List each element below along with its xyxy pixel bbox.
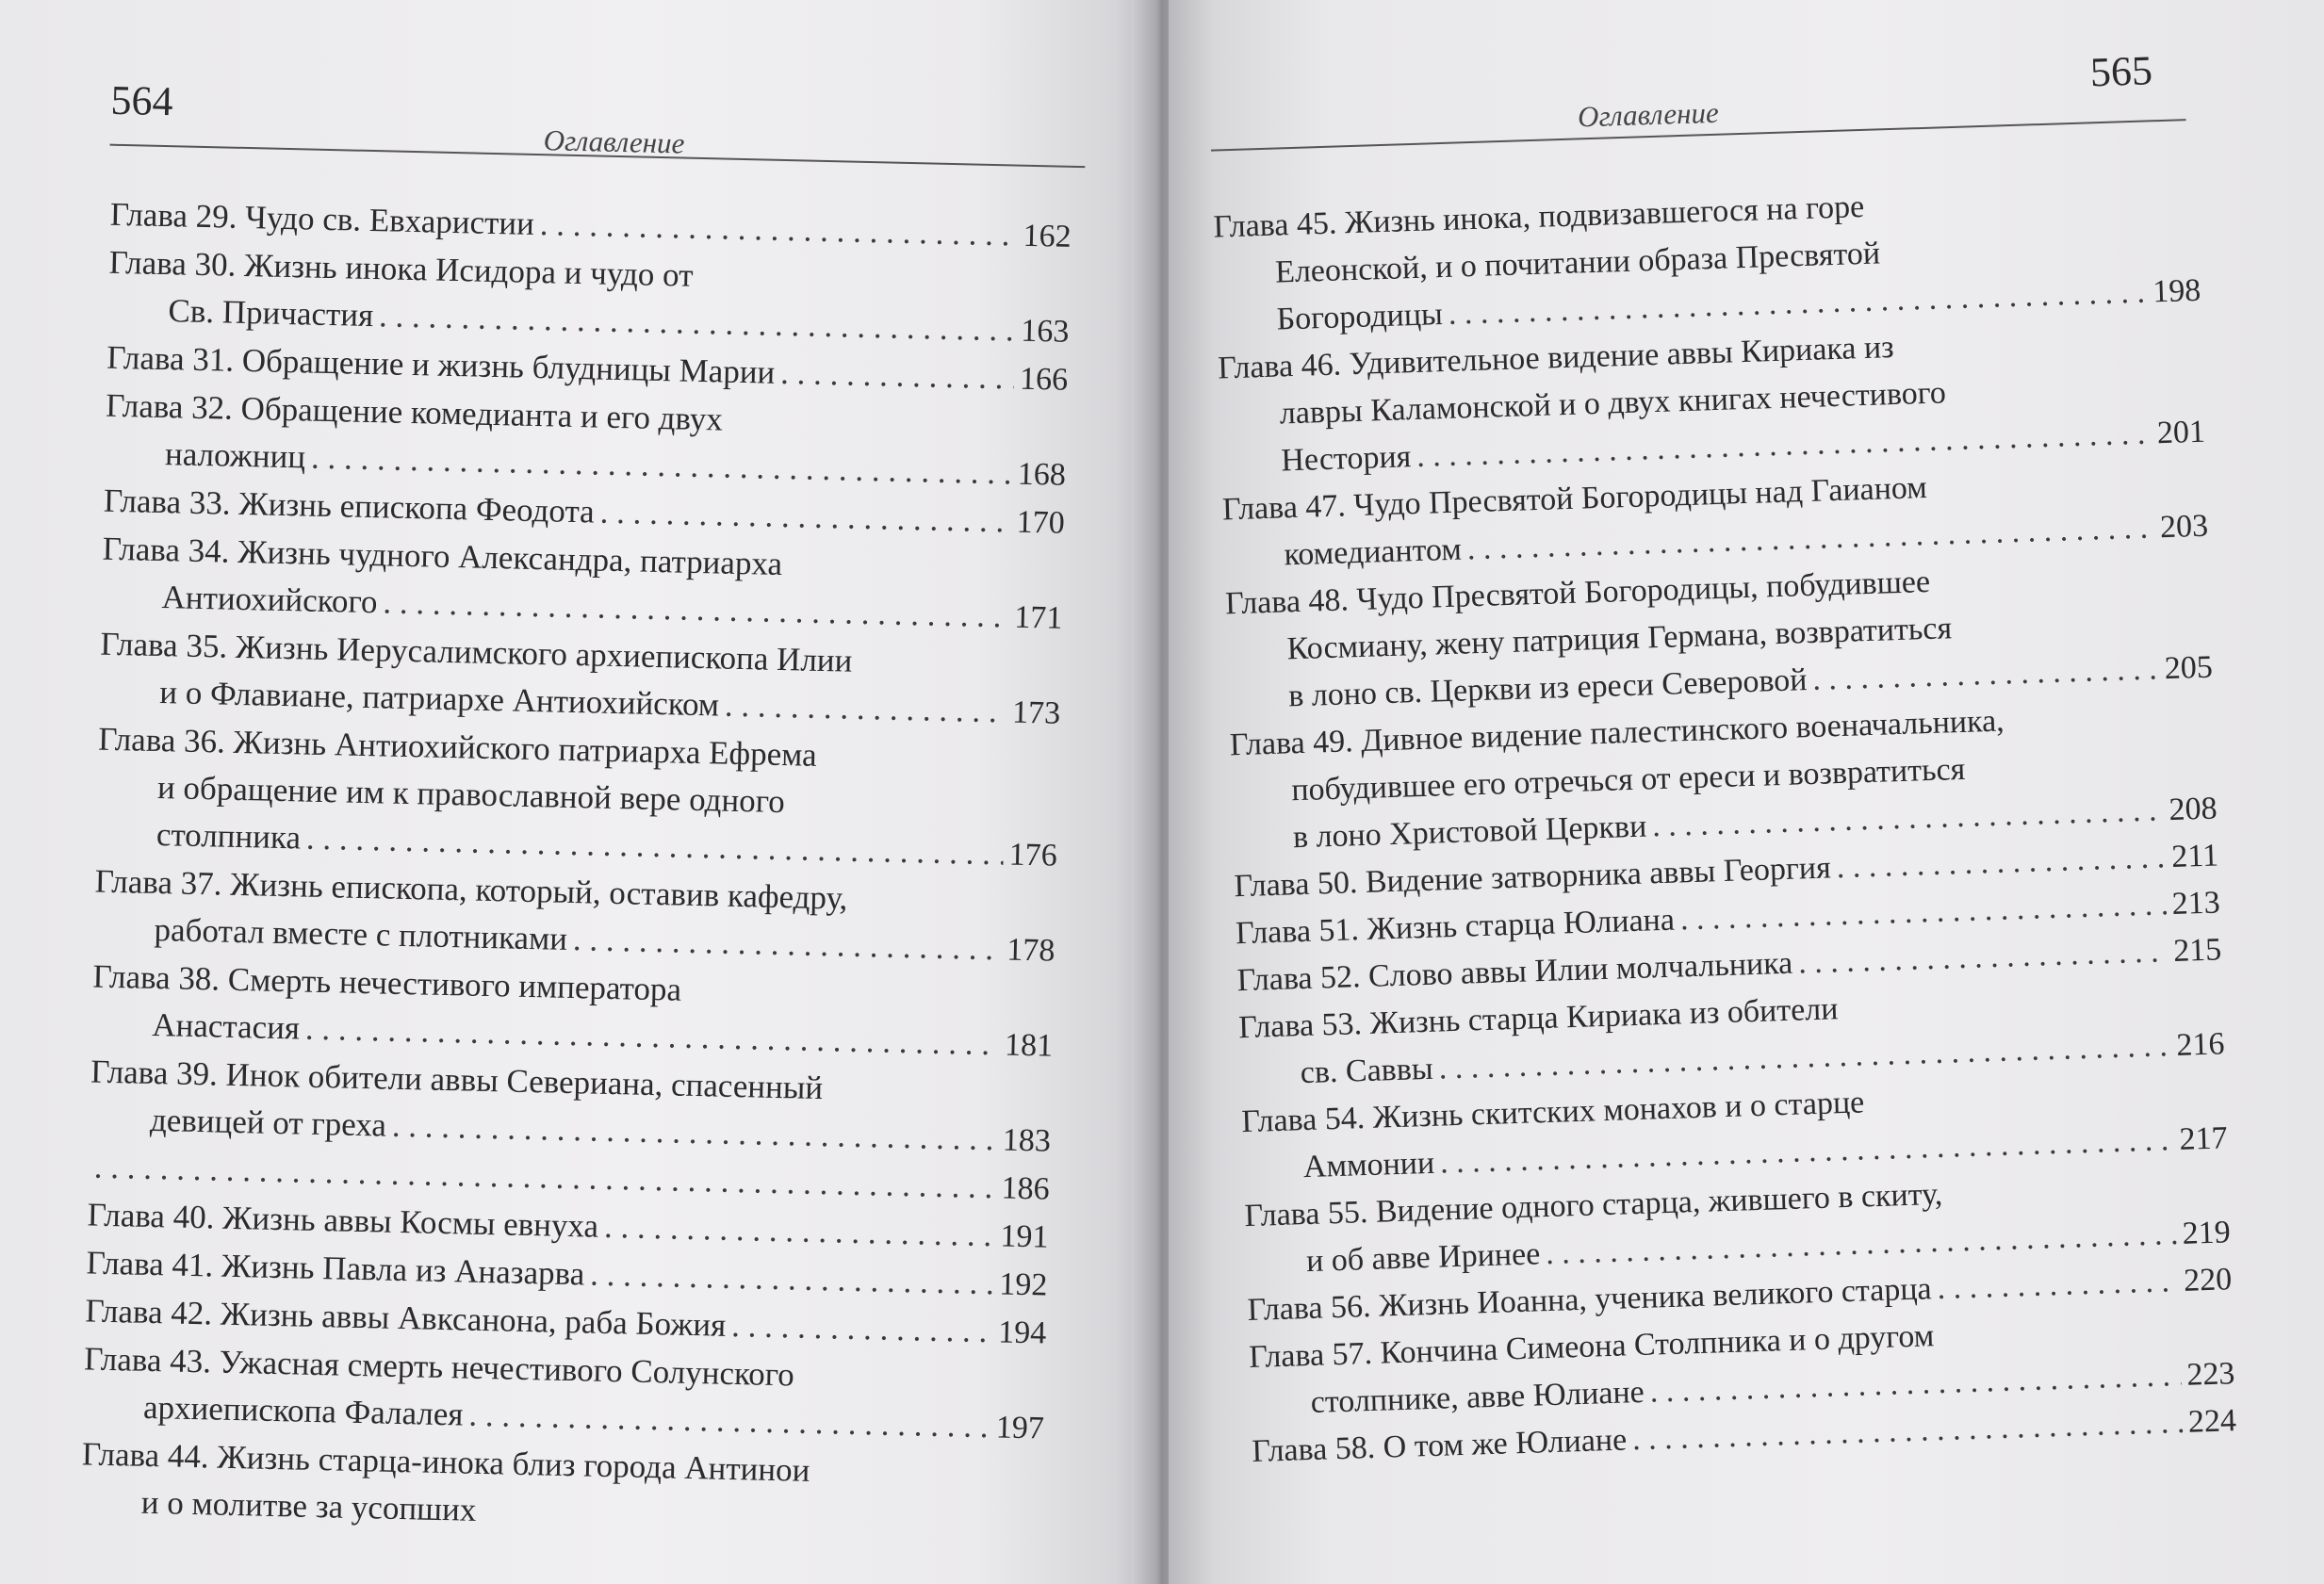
toc-page-number: 191 <box>1000 1218 1049 1255</box>
toc-entry-title: Анастасия <box>151 1005 301 1047</box>
dot-leader <box>731 1302 993 1355</box>
toc-entry-title: Глава 54. Жизнь скитских монахов и о старце <box>1240 1085 1865 1140</box>
toc-entry-title: Глава 52. Слово аввы Илии молчальника <box>1236 945 1793 999</box>
toc-entry-title: Нестория <box>1280 439 1412 479</box>
toc-entry-title: Антиохийского <box>161 579 378 621</box>
toc-entry-title: Глава 47. Чудо Пресвятой Богородицы над Гаианом <box>1221 469 1928 528</box>
toc-entry-title: Елеонской, и о почитании образа Пресвятой <box>1274 236 1881 290</box>
toc-entry-title: и о Флавиане, патриархе Антиохийском <box>158 674 720 724</box>
toc-entry-title: Глава 29. Чудо св. Евхаристии <box>109 195 535 242</box>
dot-leader <box>572 916 1002 972</box>
toc-page-number: 173 <box>1011 694 1061 731</box>
right-page <box>1169 0 2324 1584</box>
toc-entry-title: Глава 36. Жизнь Антиохийского патриарха Ефрема <box>97 720 818 774</box>
toc-entry-title: наложниц <box>164 435 306 476</box>
toc-entry-title: Глава 35. Жизнь Иерусалимского архиепископа Илии <box>100 625 853 679</box>
toc-page-number: 216 <box>2175 1026 2225 1063</box>
dot-leader <box>1937 1258 2179 1313</box>
toc-entry-title: Глава 42. Жизнь аввы Авксанона, раба Божия <box>85 1292 727 1344</box>
toc-page-number: 176 <box>1008 837 1058 874</box>
toc-entry-title: Космиану, жену патриция Германа, возвратиться <box>1286 611 1953 667</box>
toc-entry-title: архиепископа Фалалея <box>142 1388 464 1433</box>
toc-page-number: 171 <box>1013 599 1063 636</box>
toc-page-number: 215 <box>2172 932 2222 969</box>
dot-leader <box>604 1203 996 1259</box>
toc-entry-title: Глава 38. Смерть нечестивого императора <box>92 957 682 1008</box>
toc-entry-title: Глава 56. Жизнь Иоанна, ученика великого старца <box>1247 1271 1933 1329</box>
dot-leader <box>590 1251 994 1308</box>
toc-page-number: 211 <box>2170 838 2219 875</box>
toc-entry-title: Глава 40. Жизнь аввы Космы евнуха <box>87 1196 599 1245</box>
toc-entry-title: Глава 34. Жизнь чудного Александра, патриарха <box>102 530 783 582</box>
toc-entry-title: столпника <box>155 815 302 857</box>
toc-entry-title: Глава 32. Обращение комедианта и его двух <box>105 386 724 438</box>
toc-page-number: 170 <box>1016 504 1066 541</box>
toc-entry-title: Богородицы <box>1276 297 1444 337</box>
toc-page-number: 183 <box>1002 1122 1052 1159</box>
toc-entry-title: в лоно Христовой Церкви <box>1292 808 1647 856</box>
toc-entry-title: Глава 37. Жизнь епископа, который, оставив кафедру, <box>94 862 848 917</box>
right-page-number: 565 <box>2089 47 2153 96</box>
toc-entry-title: св. Саввы <box>1300 1051 1434 1091</box>
toc-page-number: 178 <box>1006 932 1056 969</box>
toc-page-number: 198 <box>2152 272 2201 310</box>
toc-entry-title: Аммонии <box>1302 1145 1435 1185</box>
left-page-number: 564 <box>110 76 174 125</box>
left-page-header: Оглавление <box>543 123 685 160</box>
toc-entry-title: Глава 44. Жизнь старца-инока близ города Антинои <box>81 1435 810 1489</box>
left-page <box>0 0 1150 1584</box>
right-page-header: Оглавление <box>1577 95 1720 134</box>
dot-leader <box>724 682 1007 736</box>
toc-entry-title: Глава 58. О том же Юлиане <box>1251 1422 1628 1469</box>
toc-entry-title: Глава 41. Жизнь Павла из Аназарва <box>86 1244 585 1293</box>
toc-entry-title: Глава 50. Видение затворника аввы Георгия <box>1234 850 1832 905</box>
toc-page-number: 192 <box>998 1266 1048 1303</box>
toc-entry-title: Глава 55. Видение одного старца, жившего в скиту, <box>1243 1176 1943 1234</box>
toc-entry-title: в лоно св. Церкви из ереси Северовой <box>1287 662 1808 714</box>
toc-page-number: 208 <box>2168 791 2218 828</box>
toc-page-number: 181 <box>1004 1027 1054 1064</box>
toc-page-number: 203 <box>2159 508 2209 546</box>
toc-page-number: 220 <box>2183 1262 2233 1298</box>
toc-page-number: 162 <box>1023 218 1072 254</box>
toc-entry-title: девицей от греха <box>149 1101 387 1144</box>
toc-entry <box>95 716 1059 880</box>
toc-entry-title: лавры Каламонской и о двух книгах нечестивого <box>1279 375 1947 432</box>
toc-page-number: 223 <box>2185 1356 2235 1393</box>
toc-page-number: 197 <box>995 1410 1045 1446</box>
toc-entry-title: побудившее его отречься от ереси и возвратиться <box>1290 751 1966 808</box>
toc-entry-title: столпнике, авве Юлиане <box>1310 1374 1645 1420</box>
toc-entry-title: и об авве Иринее <box>1305 1236 1541 1280</box>
toc-entry-title: и обращение им к православной вере одного <box>156 769 786 821</box>
toc-entry-title: Глава 43. Ужасная смерть нечестивого Солунского <box>83 1340 795 1394</box>
toc-page-number: 166 <box>1019 361 1069 398</box>
toc-entry-title: Глава 51. Жизнь старца Юлиана <box>1235 902 1676 952</box>
toc-entry-title: Св. Причастия <box>168 292 374 335</box>
toc-entry-title: Глава 39. Инок обители аввы Севериана, спасенный <box>90 1053 824 1107</box>
toc-entry-title: Глава 57. Кончина Симеона Столпника и о другом <box>1248 1318 1935 1376</box>
toc-entry-title: Глава 53. Жизнь старца Кириака из обители <box>1237 991 1839 1046</box>
toc-page-number: 163 <box>1020 313 1070 350</box>
toc-page-number: 168 <box>1017 456 1067 493</box>
toc-page-number: 219 <box>2182 1215 2232 1251</box>
toc-entry-title: Глава 33. Жизнь епископа Феодота <box>103 482 596 531</box>
toc-entry-title: работал вместе с плотниками <box>154 910 568 957</box>
toc-entry-title: Глава 30. Жизнь инока Исидора и чудо от <box>108 243 694 294</box>
toc-page-number: 194 <box>997 1315 1047 1351</box>
dot-leader <box>599 489 1011 546</box>
dot-leader <box>780 350 1015 402</box>
toc-page-number: 205 <box>2164 649 2214 687</box>
toc-entry-title: и о молитве за усопших <box>140 1483 477 1528</box>
toc-entry-title: комедиантом <box>1283 531 1463 573</box>
toc-entry-title: Глава 45. Жизнь инока, подвизавшегося на горе <box>1213 188 1865 245</box>
toc-page-number: 217 <box>2178 1120 2229 1157</box>
toc-entry-title: Глава 48. Чудо Пресвятой Богородицы, побудившее <box>1224 563 1931 622</box>
right-toc <box>1213 173 2237 1476</box>
toc-page-number: 201 <box>2156 414 2206 451</box>
toc-entry-title: Глава 46. Удивительное видение аввы Кириака из <box>1217 330 1895 386</box>
left-toc <box>80 191 1072 1547</box>
toc-page-number: 213 <box>2171 885 2221 923</box>
toc-page-number: 224 <box>2187 1403 2237 1440</box>
toc-page-number: 186 <box>1001 1170 1051 1207</box>
toc-entry-title: Глава 31. Обращение и жизнь блудницы Марии <box>106 338 776 391</box>
toc-entry-title: Глава 49. Дивное видение палестинского военачальника, <box>1229 703 2005 763</box>
